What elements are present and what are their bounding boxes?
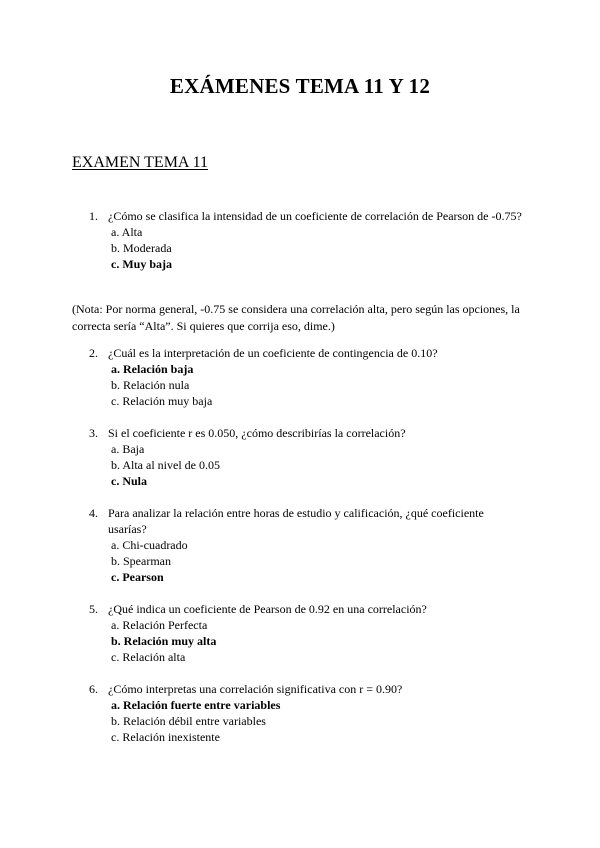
option-list [111,697,549,745]
option-list [111,617,549,665]
section-heading: EXAMEN TEMA 11 [72,154,208,171]
option-b: b. Relación débil entre variables [111,714,266,728]
option-b: b. Alta al nivel de 0.05 [111,458,220,472]
question-number: 4. [89,506,98,520]
question-text: Si el coeficiente r es 0.050, ¿cómo describirías la correlación? [108,426,406,440]
question-text: Para analizar la relación entre horas de estudio y calificación, ¿qué coeficiente usarías? [108,506,484,536]
option-b: b. Spearman [111,554,171,568]
question-3 [89,425,549,489]
question-text: ¿Cómo interpretas una correlación significativa con r = 0.90? [108,682,403,696]
option-c: c. Relación muy baja [111,394,213,408]
option-a: a. Baja [111,442,145,456]
question-number: 2. [89,346,98,360]
question-2 [89,345,549,409]
question-number: 3. [89,426,98,440]
question-number: 6. [89,682,98,696]
option-a: a. Chi-cuadrado [111,538,188,552]
option-a-correct: a. Relación baja [111,362,194,376]
option-a: a. Alta [111,225,143,239]
option-b-correct: b. Relación muy alta [111,634,217,648]
note-paragraph: (Nota: Por norma general, -0.75 se considera una correlación alta, pero según las opciones, la correcta sería “Alta”. Si quieres que corrija eso, dime.) [72,302,520,333]
question-text: ¿Cuál es la interpretación de un coeficiente de contingencia de 0.10? [108,346,438,360]
option-list [111,441,549,489]
option-b: b. Moderada [111,241,172,255]
question-4 [89,505,549,585]
option-b: b. Relación nula [111,378,190,392]
question-text: ¿Qué indica un coeficiente de Pearson de 0.92 en una correlación? [108,602,427,616]
document-title: EXÁMENES TEMA 11 Y 12 [169,74,431,98]
option-a-correct: a. Relación fuerte entre variables [111,698,281,712]
question-number: 1. [89,209,98,223]
question-5 [89,601,549,665]
question-number: 5. [89,602,98,616]
option-list [111,224,549,272]
option-list [111,537,549,585]
option-c: c. Relación alta [111,650,186,664]
question-text: ¿Cómo se clasifica la intensidad de un coeficiente de correlación de Pearson de -0.75? [108,209,522,223]
option-c-correct: c. Pearson [111,570,164,584]
question-1 [89,208,549,272]
option-c: c. Relación inexistente [111,730,220,744]
option-c-correct: c. Nula [111,474,147,488]
option-list [111,361,549,409]
option-a: a. Relación Perfecta [111,618,208,632]
option-c-correct: c. Muy baja [111,257,172,271]
question-6 [89,681,549,745]
